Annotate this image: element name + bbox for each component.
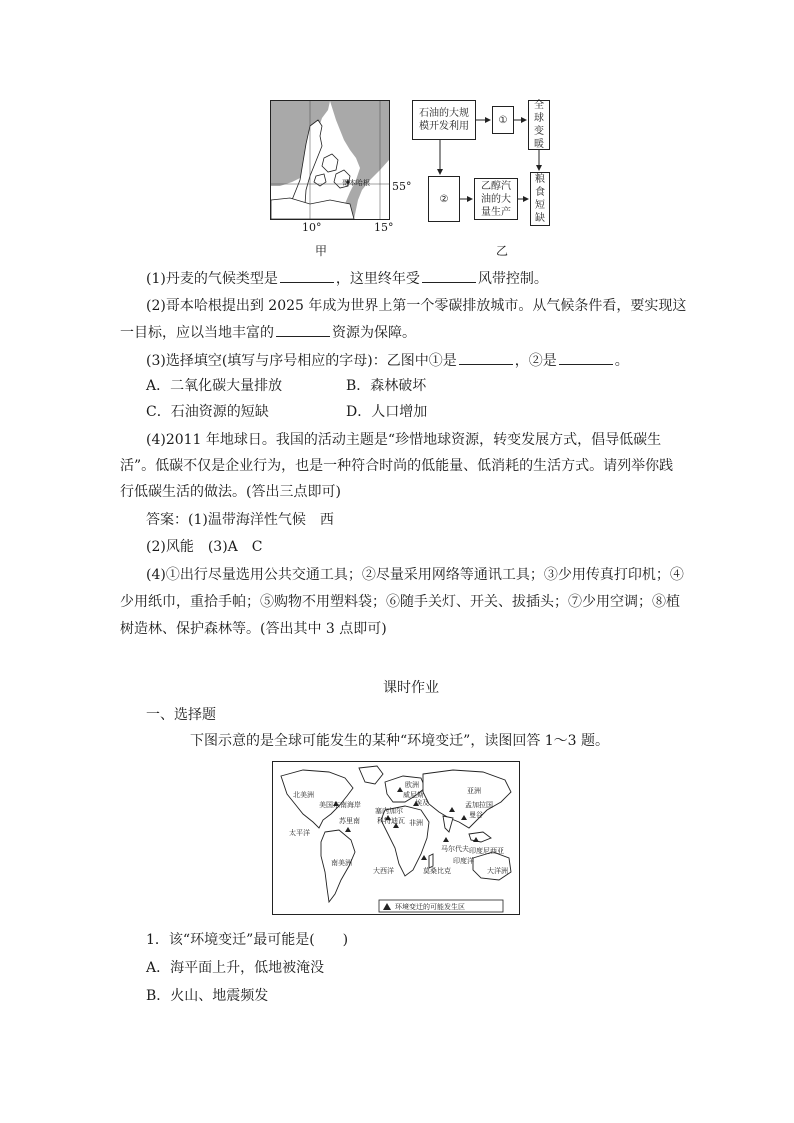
copenhagen-label: 哥本哈根 — [342, 179, 370, 187]
option-c: C．石油资源的短缺 — [146, 404, 269, 420]
flow-box-food: 粮食短缺 — [530, 172, 550, 226]
triangle-mozambique-icon — [421, 855, 427, 860]
option-b: B．森林破坏 — [346, 378, 427, 394]
mcq-1: 1．该“环境变迁”最可能是( ) — [146, 932, 349, 948]
label-asia: 亚洲 — [467, 787, 481, 795]
figure-yi-flowchart — [410, 96, 560, 230]
triangle-maldives-icon — [443, 837, 449, 842]
flow-box-two: ② — [428, 176, 460, 222]
figure-jia-caption: 甲 — [315, 244, 328, 258]
answer-4-line-3: 树造林、保护森林等。(答出其中 3 点即可) — [120, 621, 387, 637]
q2-text-b: 资源为保障。 — [332, 325, 416, 341]
question-2-line-2 — [120, 322, 416, 343]
lon-label-15: 15° — [374, 221, 394, 234]
label-africa: 非洲 — [409, 819, 423, 827]
q3-blank-1 — [459, 350, 513, 365]
q1-blank-2 — [422, 268, 476, 283]
q3-text-a: (3)选择填空(填写与序号相应的字母)：乙图中①是 — [146, 353, 457, 369]
label-indonesia: 印度尼西亚 — [469, 847, 504, 855]
label-pacific: 太平洋 — [289, 829, 310, 837]
flow-box-one: ① — [492, 106, 514, 134]
label-indian-ocean: 印度洋 — [453, 857, 474, 865]
label-mozambique: 莫桑比克 — [423, 867, 451, 875]
q1-blank-1 — [280, 268, 334, 283]
label-oceania: 大洋洲 — [487, 867, 508, 875]
label-north-america: 北美洲 — [293, 791, 314, 799]
answer-2-3: (2)风能 (3)A C — [146, 539, 263, 555]
q2-text-a: 一目标，应以当地丰富的 — [120, 325, 274, 341]
q3-text-b: ，②是 — [514, 353, 557, 369]
world-map — [272, 761, 520, 915]
flow-box-ethanol: 乙醇汽油的大量生产 — [474, 178, 518, 220]
label-europe: 欧洲 — [405, 781, 419, 789]
q3-blank-2 — [559, 350, 613, 365]
question-4-line-2: 活”。低碳不仅是企业行为，也是一种符合时尚的低能量、低消耗的生活方式。请列举你践 — [120, 458, 674, 474]
mcq-1-option-b: B．火山、地震频发 — [146, 988, 269, 1004]
label-south-america: 南美洲 — [331, 859, 352, 867]
question-2-line-1: (2)哥本哈根提出到 2025 年成为世界上第一个零碳排放城市。从气候条件看，要实现这 — [146, 298, 687, 314]
label-maldives: 马尔代夫 — [441, 845, 469, 853]
answer-1: 答案：(1)温带海洋性气候 西 — [146, 512, 334, 528]
homework-intro: 下图示意的是全球可能发生的某种“环境变迁”，读图回答 1～3 题。 — [190, 733, 610, 749]
q1-text-a: (1)丹麦的气候类型是 — [146, 271, 278, 287]
legend-label: 环境变迁的可能发生区 — [395, 903, 465, 911]
q2-blank — [276, 322, 330, 337]
lon-label-10: 10° — [302, 221, 322, 234]
mcq-1-option-a: A．海平面上升，低地被淹没 — [146, 960, 325, 976]
lat-label: 55° — [392, 180, 412, 193]
option-a: A．二氧化碳大量排放 — [146, 378, 283, 394]
label-suriname: 苏里南 — [339, 817, 360, 825]
q1-text-b: ，这里终年受 — [335, 271, 420, 287]
option-d: D．人口增加 — [346, 404, 428, 420]
section-heading: 一、选择题 — [146, 707, 216, 723]
answer-4-line-1: (4)①出行尽量选用公共交通工具；②尽量采用网络等通讯工具；③少用传真打印机；④ — [146, 567, 684, 583]
answer-4-line-2: 少用纸巾，重拾手帕；⑤购物不用塑料袋；⑥随手关灯、开关、拔插头；⑦少用空调；⑧植 — [120, 594, 680, 610]
question-4-line-3: 行低碳生活的做法。(答出三点即可) — [120, 484, 341, 500]
homework-title: 课时作业 — [383, 680, 439, 696]
label-bangkok: 曼谷 — [469, 811, 483, 819]
label-senegal: 塞内加尔 — [375, 807, 403, 815]
question-1 — [146, 268, 548, 289]
question-3 — [146, 350, 629, 371]
q3-text-c: 。 — [614, 353, 629, 369]
q1-text-c: 风带控制。 — [477, 271, 548, 287]
label-bangladesh: 孟加拉国 — [465, 801, 493, 809]
world-map-svg — [273, 762, 519, 914]
label-us-southeast: 美国东南海岸 — [319, 801, 361, 809]
label-atlantic: 大西洋 — [373, 867, 394, 875]
denmark-map-svg — [270, 100, 390, 220]
figure-yi-caption: 乙 — [496, 244, 509, 258]
flow-box-warming: 全球变暖 — [528, 100, 550, 150]
figure-jia-map — [270, 100, 390, 220]
triangle-suriname-icon — [345, 827, 351, 832]
label-egypt: 埃及 — [415, 799, 429, 807]
flow-box-oil: 石油的大规模开发利用 — [412, 100, 476, 140]
question-4-line-1: (4)2011 年地球日。我国的活动主题是“珍惜地球资源，转变发展方式，倡导低碳生 — [146, 432, 662, 448]
label-ivory-coast: 科特迪瓦 — [377, 817, 405, 825]
label-venice: 威尼斯 — [403, 791, 424, 799]
